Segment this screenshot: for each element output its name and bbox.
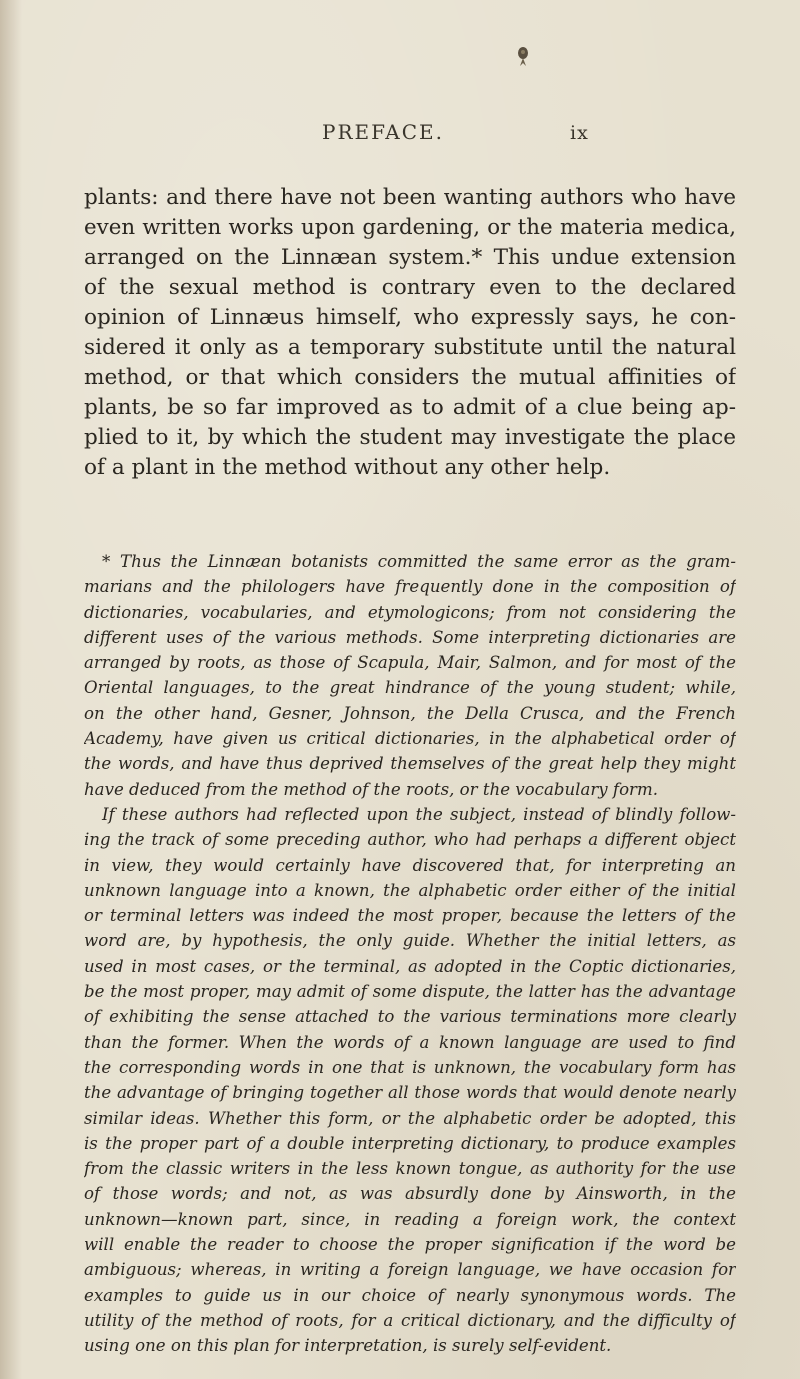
body-line: plants, be so far improved as to admit of a clue being ap-: [84, 395, 736, 420]
footnote-line: of those words; and not, as was absurdly done by Ainsworth, in the: [84, 1184, 736, 1204]
footnote-line: examples to guide us in our choice of nearly synonymous words. The: [84, 1285, 736, 1305]
footnote: [84, 549, 736, 1359]
footnote-line: ing the track of some preceding author, who had perhaps a different object: [84, 830, 736, 850]
footnote-line: similar ideas. Whether this form, or the alphabetic order be adopted, this: [84, 1108, 736, 1128]
footnote-line: Academy, have given us critical dictionaries, in the alphabetical order of: [84, 729, 736, 749]
footnote-line: from the classic writers in the less known tongue, as authority for the use: [84, 1159, 736, 1179]
footnote-line: dictionaries, vocabularies, and etymologicons; from not considering the: [84, 602, 736, 622]
footnote-line: the advantage of bringing together all those words that would denote nearly: [84, 1083, 736, 1103]
body-line: method, or that which considers the mutual affinities of: [84, 365, 736, 390]
body-line: even written works upon gardening, or the materia medica,: [84, 215, 736, 240]
footnote-line: the words, and have thus deprived themselves of the great help they might: [84, 754, 736, 774]
page-number: ix: [570, 122, 589, 144]
footnote-line: unknown language into a known, the alphabetic order either of the initial: [84, 880, 736, 900]
footnote-line: * Thus the Linnæan botanists committed the same error as the gram-: [102, 552, 736, 571]
body-paragraph: [84, 183, 736, 483]
footnote-line: If these authors had reflected upon the subject, instead of blindly follow-: [102, 804, 736, 824]
footnote-line: different uses of the various methods. Some interpreting dictionaries are: [84, 627, 736, 647]
body-line: plied to it, by which the student may investigate the place: [84, 425, 736, 450]
body-line: arranged on the Linnæan system.* This undue extension: [84, 245, 736, 270]
footnote-line: on the other hand, Gesner, Johnson, the Della Crusca, and the French: [84, 703, 736, 723]
page-gutter-shadow: [0, 0, 22, 1379]
footnote-line: using one on this plan for interpretation, is surely self-evident.: [84, 1336, 612, 1356]
footnote-line: in view, they would certainly have discovered that, for interpreting an: [84, 855, 736, 875]
footnote-line: unknown—known part, since, in reading a foreign work, the context: [84, 1209, 736, 1229]
footnote-line: is the proper part of a double interpreting dictionary, to produce examples: [84, 1133, 736, 1153]
footnote-line: will enable the reader to choose the proper signification if the word be: [84, 1235, 736, 1255]
footnote-line: ambiguous; whereas, in writing a foreign language, we have occasion for: [84, 1260, 736, 1280]
footnote-line: or terminal letters was indeed the most proper, because the letters of the: [84, 906, 736, 926]
footnote-line: of exhibiting the sense attached to the various terminations more clearly: [84, 1007, 736, 1027]
body-line: plants: and there have not been wanting authors who have: [84, 185, 736, 210]
body-line: sidered it only as a temporary substitute until the natural: [84, 335, 736, 360]
footnote-line: be the most proper, may admit of some dispute, the latter has the advantage: [84, 982, 736, 1002]
footnote-line: have deduced from the method of the roots, or the vocabulary form.: [84, 779, 658, 799]
body-line: of the sexual method is contrary even to the declared: [84, 275, 736, 300]
footnote-line: utility of the method of roots, for a critical dictionary, and the difficulty of: [84, 1310, 736, 1330]
body-line: of a plant in the method without any other help.: [84, 455, 611, 480]
running-title: PREFACE.: [322, 120, 444, 144]
footnote-line: the corresponding words in one that is unknown, the vocabulary form has: [84, 1057, 736, 1077]
footnote-line: arranged by roots, as those of Scapula, Mair, Salmon, and for most of the: [84, 653, 736, 673]
footnote-line: used in most cases, or the terminal, as adopted in the Coptic dictionaries,: [84, 956, 736, 976]
footnote-line: word are, by hypothesis, the only guide. Whether the initial letters, as: [84, 931, 736, 951]
footnote-line: marians and the philologers have frequently done in the composition of: [84, 577, 736, 597]
body-line: opinion of Linnæus himself, who expressly says, he con-: [84, 305, 736, 330]
footnote-line: than the former. When the words of a known language are used to find: [84, 1032, 736, 1052]
fleuron-ornament-icon: [514, 44, 532, 68]
running-head: [0, 120, 800, 154]
footnote-line: Oriental languages, to the great hindrance of the young student; while,: [84, 678, 736, 698]
